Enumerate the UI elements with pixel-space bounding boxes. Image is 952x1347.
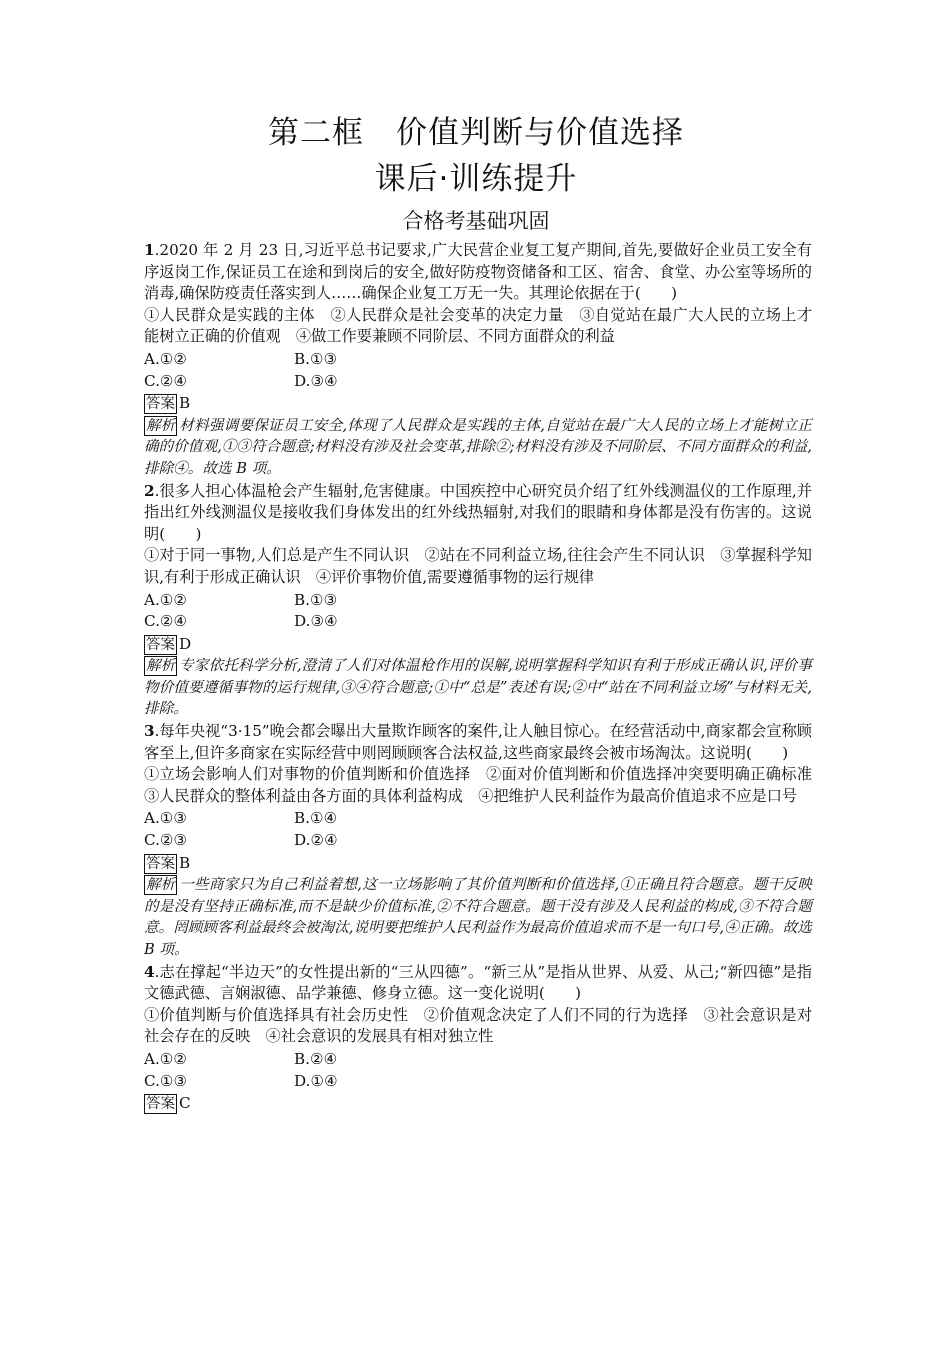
- answer-value: B: [179, 394, 191, 413]
- choice-a: A.①②: [144, 349, 188, 368]
- choice-d: D.③④: [294, 612, 338, 631]
- answer-value: C: [179, 1094, 191, 1113]
- answer-tag: 答案: [146, 855, 175, 872]
- question-2: [144, 481, 812, 721]
- explanation: [144, 415, 812, 480]
- choice-b: B.①③: [294, 349, 338, 368]
- choice-c: C.②④: [144, 371, 188, 390]
- explanation-text: 专家依托科学分析,澄清了人们对体温枪作用的误解,说明掌握科学知识有利于形成正确认识,评价事物价值要遵循事物的运行规律,③④符合题意;①中“总是”表述有误;②中“站在不同利益立场”与材料无关,排除。: [144, 657, 812, 718]
- page-subtitle: 课后·训练提升: [374, 161, 578, 197]
- question-text: .每年央视“3·15”晚会都会曝出大量欺诈顾客的案件,让人触目惊心。在经营活动中,商家都会宣称顾客至上,但许多商家在实际经营中则罔顾顾客合法权益,这些商家最终会被市场淘汰。这说明( ): [144, 722, 812, 762]
- question-number: 3: [144, 722, 155, 741]
- choice-grid: [144, 808, 812, 851]
- question-stem: [144, 240, 812, 305]
- choice-b: B.②④: [294, 1049, 338, 1068]
- statement-options: ①对于同一事物,人们总是产生不同认识 ②站在不同利益立场,往往会产生不同认识 ③掌握科学知识,有利于形成正确认识 ④评价事物价值,需要遵循事物的运行规律: [144, 546, 812, 586]
- choice-a: A.①②: [144, 1049, 188, 1068]
- answer-value: B: [179, 853, 191, 872]
- choice-c: C.①③: [144, 1071, 188, 1090]
- statement-options: ①价值判断与价值选择具有社会历史性 ②价值观念决定了人们不同的行为选择 ③社会意识是对社会存在的反映 ④社会意识的发展具有相对独立性: [144, 1005, 812, 1046]
- question-number: 2: [144, 481, 155, 500]
- question-stem: [144, 962, 812, 1005]
- title-block: [0, 110, 952, 236]
- choice-grid: [144, 590, 812, 633]
- question-text: .很多人担心体温枪会产生辐射,危害健康。中国疾控中心研究员介绍了红外线测温仪的工作原理,并指出红外线测温仪是接收我们身体发出的红外线热辐射,对我们的眼睛和身体都是没有伤害的。这说明( ): [144, 481, 812, 543]
- answer-line: [144, 853, 812, 875]
- explanation-text: 材料强调要保证员工安全,体现了人民群众是实践的主体,自觉站在最广大人民的立场上才能树立正确的价值观,①③符合题意;材料没有涉及社会变革,排除②;材料没有涉及不同阶层、不同方面群众的利益,排除④。故选 B 项。: [144, 416, 812, 477]
- explanation-tag: 解析: [146, 417, 175, 434]
- answer-tag: 答案: [146, 636, 175, 653]
- explanation-tag: 解析: [146, 658, 175, 675]
- choice-c: C.②③: [144, 831, 188, 850]
- section-heading: 合格考基础巩固: [402, 209, 550, 233]
- answer-line: [144, 634, 812, 656]
- answer-value: D: [179, 634, 192, 653]
- question-text: .志在撑起“半边天”的女性提出新的“三从四德”。“新三从”是指从世界、从爱、从己;“新四德”是指文德武德、言娴淑德、品学兼德、修身立德。这一变化说明( ): [144, 962, 812, 1003]
- choice-d: D.③④: [294, 371, 338, 390]
- question-3: [144, 721, 828, 961]
- question-stem: [144, 481, 812, 546]
- choice-c: C.②④: [144, 612, 188, 631]
- explanation-tag: 解析: [146, 877, 175, 894]
- question-text: .2020 年 2 月 23 日,习近平总书记要求,广大民营企业复工复产期间,首先,要做好企业员工安全有序返岗工作,保证员工在途和到岗后的安全,做好防疫物资储备和工区、宿舍、食堂、办公室等场所的消毒,确保防疫责任落实到人……确保企业复工万无一失。其理论依据在于( ): [144, 241, 812, 303]
- choice-d: D.②④: [294, 831, 338, 850]
- explanation-text: 一些商家只为自己利益着想,这一立场影响了其价值判断和价值选择,①正确且符合题意。题干反映的是没有坚持正确标准,而不是缺少价值标准,②不符合题意。题干没有涉及人民利益的构成,③不符合题意。罔顾顾客利益最终会被淘汰,说明要把维护人民利益作为最高价值追求而不是一句口号,④正确。故选 B 项。: [144, 876, 812, 958]
- choice-grid: [144, 1049, 812, 1092]
- page-title: 第二框 价值判断与价值选择: [268, 115, 684, 151]
- choice-d: D.①④: [294, 1071, 338, 1090]
- statement-options: ①立场会影响人们对事物的价值判断和价值选择 ②面对价值判断和价值选择冲突要明确正确标准 ③人民群众的整体利益由各方面的具体利益构成 ④把维护人民利益作为最高价值追求不应是口号: [144, 765, 828, 805]
- question-1: [144, 240, 812, 480]
- choice-a: A.①③: [144, 809, 188, 828]
- answer-line: [144, 393, 812, 415]
- question-number: 1: [144, 241, 155, 259]
- answer-tag: 答案: [146, 1096, 175, 1113]
- statement-options: ①人民群众是实践的主体 ②人民群众是社会变革的决定力量 ③自觉站在最广大人民的立场上才能树立正确的价值观 ④做工作要兼顾不同阶层、不同方面群众的利益: [144, 305, 812, 346]
- explanation: [144, 874, 812, 960]
- choice-b: B.①④: [294, 809, 338, 828]
- choice-a: A.①②: [144, 590, 188, 609]
- question-number: 4: [144, 962, 155, 981]
- explanation: [144, 655, 812, 720]
- question-4: [144, 962, 812, 1115]
- choice-b: B.①③: [294, 590, 338, 609]
- choice-grid: [144, 349, 812, 392]
- question-stem: [144, 721, 812, 764]
- question-list: [144, 240, 828, 1116]
- answer-line: [144, 1093, 812, 1115]
- answer-tag: 答案: [146, 396, 175, 413]
